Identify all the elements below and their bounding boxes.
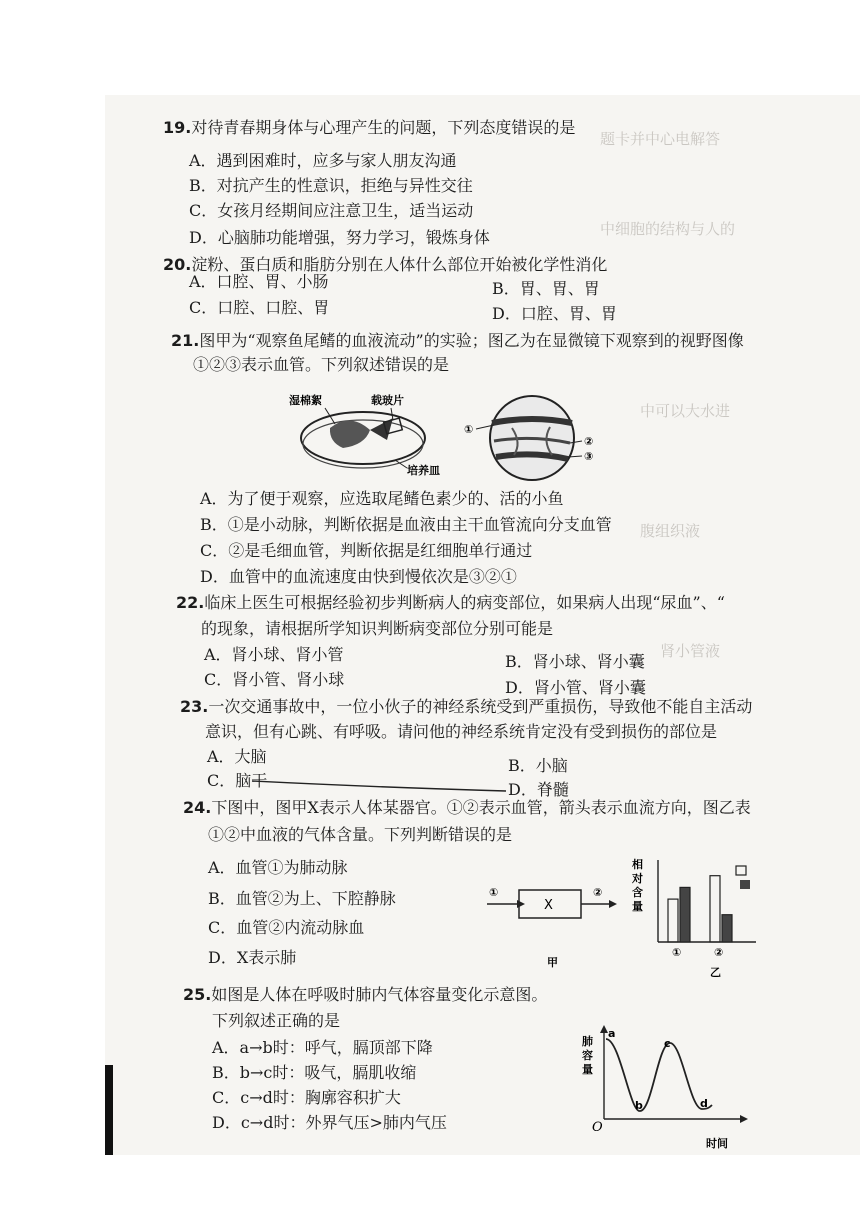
pen-stroke bbox=[250, 775, 510, 795]
bleed-through: 中可以大水进 bbox=[640, 402, 731, 420]
caption-jia: 甲 bbox=[547, 956, 558, 969]
vessel-3-label: ③ bbox=[584, 450, 594, 463]
q21-option-c: C．②是毛细血管，判断依据是红细胞单行通过 bbox=[200, 541, 533, 560]
q25-stem: 25.如图是人体在呼吸时肺内气体容量变化示意图。 bbox=[183, 985, 548, 1004]
q20-option-d: D．口腔、胃、胃 bbox=[492, 304, 617, 323]
q21-stem-2: ①②③表示血管。下列叙述错误的是 bbox=[193, 355, 450, 374]
bar-1-series-2 bbox=[680, 887, 690, 942]
q22-option-d: D．肾小管、肾小囊 bbox=[505, 678, 646, 697]
q24-option-b: B．血管②为上、下腔静脉 bbox=[208, 889, 396, 908]
q22-option-a: A．肾小球、肾小管 bbox=[204, 645, 344, 664]
q23-stem: 23.一次交通事故中，一位小伙子的神经系统受到严重损伤，导致他不能自主活动 bbox=[180, 697, 753, 716]
fish-dish-figure bbox=[285, 390, 445, 480]
bar-ylabel-2: 对 bbox=[632, 872, 643, 885]
q20-option-b: B．胃、胃、胃 bbox=[492, 279, 600, 298]
q20-option-a: A．口腔、胃、小肠 bbox=[189, 272, 329, 291]
q24-stem-2: ①②中血液的气体含量。下列判断错误的是 bbox=[208, 825, 513, 844]
q19-option-a: A．遇到困难时，应多与家人朋友沟通 bbox=[189, 151, 457, 170]
lung-volume-chart bbox=[580, 1025, 755, 1155]
q23-stem-2: 意识，但有心跳、有呼吸。请问他的神经系统肯定没有受到损伤的部位是 bbox=[205, 722, 718, 741]
bar-ylabel-4: 量 bbox=[632, 900, 643, 913]
q20-stem: 20.淀粉、蛋白质和脂肪分别在人体什么部位开始被化学性消化 bbox=[163, 255, 608, 274]
bar-1-series-1 bbox=[668, 899, 678, 942]
q25-option-d: D．c→d时：外界气压>肺内气压 bbox=[212, 1113, 447, 1132]
bar-ylabel-1: 相 bbox=[632, 858, 643, 871]
q21-option-d: D．血管中的血流速度由快到慢依次是③②① bbox=[200, 567, 517, 586]
q19-option-c: C．女孩月经期间应注意卫生，适当运动 bbox=[189, 201, 474, 220]
q19-option-d: D．心脑肺功能增强，努力学习，锻炼身体 bbox=[189, 228, 490, 247]
q24-option-c: C．血管②内流动脉血 bbox=[208, 918, 365, 937]
organ-flow-figure bbox=[485, 880, 620, 970]
scan-edge bbox=[105, 1065, 113, 1155]
point-d: d bbox=[700, 1097, 708, 1110]
bar-2-series-2 bbox=[722, 915, 732, 942]
q25-option-a: A．a→b时：呼气，膈顶部下降 bbox=[212, 1038, 433, 1057]
bar-x-label-2: ② bbox=[714, 946, 724, 959]
q22-option-b: B．肾小球、肾小囊 bbox=[505, 652, 645, 671]
vessel-field-figure bbox=[462, 393, 607, 483]
curve-ylabel-2: 容 bbox=[582, 1049, 593, 1062]
point-a: a bbox=[608, 1027, 616, 1040]
curve-xlabel: 时间 bbox=[706, 1137, 728, 1150]
vessel-2-label: ② bbox=[584, 435, 594, 448]
point-b: b bbox=[635, 1099, 643, 1112]
q22-option-c: C．肾小管、肾小球 bbox=[204, 670, 345, 689]
label-slide: 载玻片 bbox=[371, 394, 404, 407]
q25-option-b: B．b→c时：吸气，膈肌收缩 bbox=[212, 1063, 417, 1082]
q23-option-c: C．脑干 bbox=[207, 771, 268, 790]
q20-option-c: C．口腔、口腔、胃 bbox=[189, 298, 330, 317]
caption-yi: 乙 bbox=[710, 966, 721, 979]
q24-option-a: A．血管①为肺动脉 bbox=[208, 858, 348, 877]
q25-option-c: C．c→d时：胸廓容积扩大 bbox=[212, 1088, 401, 1107]
legend-swatch-open bbox=[736, 866, 746, 875]
flow-in-label: ① bbox=[489, 886, 499, 899]
bleed-through: 题卡并中心电解答 bbox=[600, 130, 721, 148]
q24-option-d: D．X表示肺 bbox=[208, 948, 297, 967]
lung-volume-curve bbox=[606, 1039, 712, 1111]
origin-label: O bbox=[592, 1120, 603, 1135]
q19-stem: 19.对待青春期身体与心理产生的问题，下列态度错误的是 bbox=[163, 118, 576, 137]
bar-ylabel-3: 含 bbox=[632, 886, 643, 899]
curve-ylabel-1: 肺 bbox=[582, 1035, 593, 1048]
label-cotton: 湿棉絮 bbox=[289, 394, 322, 407]
bar-2-series-1 bbox=[710, 876, 720, 942]
q19-option-b: B．对抗产生的性意识，拒绝与异性交往 bbox=[189, 176, 473, 195]
label-dish: 培养皿 bbox=[407, 464, 440, 477]
q24-stem: 24.下图中，图甲X表示人体某器官。①②表示血管，箭头表示血流方向，图乙表 bbox=[183, 798, 751, 817]
q23-option-b: B．小脑 bbox=[508, 756, 568, 775]
gas-content-bar-chart bbox=[630, 852, 760, 984]
q22-stem-2: 的现象，请根据所学知识判断病变部位分别可能是 bbox=[201, 619, 554, 638]
bleed-through: 中细胞的结构与人的 bbox=[600, 220, 736, 238]
legend-swatch-filled bbox=[740, 880, 750, 889]
q25-stem-2: 下列叙述正确的是 bbox=[212, 1011, 341, 1030]
q21-option-b: B．①是小动脉，判断依据是血液由主干血管流向分支血管 bbox=[200, 515, 612, 534]
q21-stem: 21.图甲为“观察鱼尾鳍的血液流动”的实验；图乙为在显微镜下观察到的视野图像 bbox=[171, 331, 744, 350]
q21-option-a: A．为了便于观察，应选取尾鳍色素少的、活的小鱼 bbox=[200, 489, 564, 508]
bar-x-label-1: ① bbox=[672, 946, 682, 959]
q22-stem: 22.临床上医生可根据经验初步判断病人的病变部位，如果病人出现“尿血”、“ bbox=[176, 593, 725, 612]
vessel-1-label: ① bbox=[464, 423, 474, 436]
flow-out-label: ② bbox=[593, 886, 603, 899]
bleed-through: 肾小管液 bbox=[660, 642, 721, 660]
organ-label: X bbox=[544, 898, 553, 913]
q23-option-d: D．脊髓 bbox=[508, 780, 569, 799]
curve-ylabel-3: 量 bbox=[582, 1063, 593, 1076]
bleed-through: 腹组织液 bbox=[640, 522, 701, 540]
point-c: c bbox=[664, 1037, 671, 1050]
q23-option-a: A．大脑 bbox=[207, 747, 267, 766]
